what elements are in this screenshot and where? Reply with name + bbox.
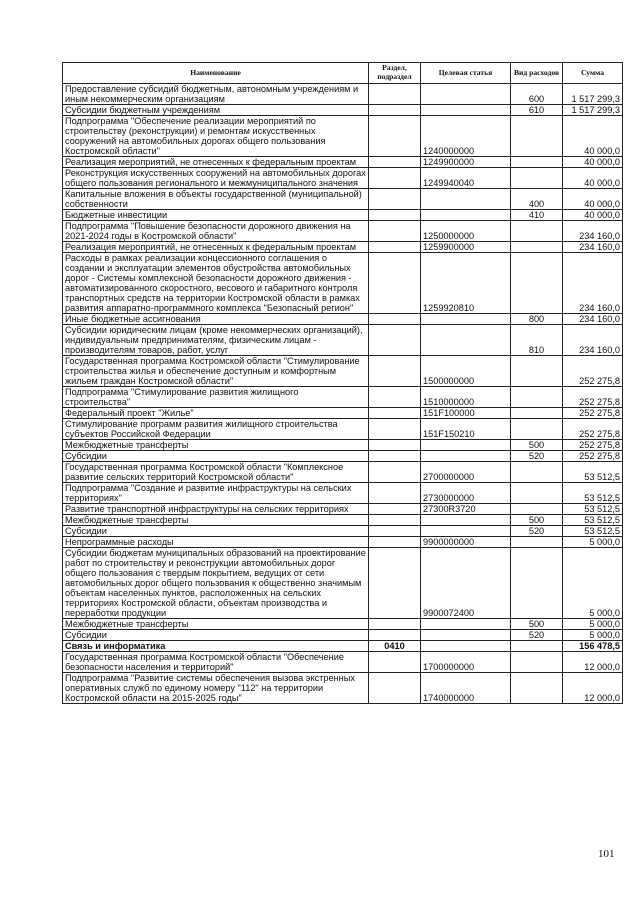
cell-name: Иные бюджетные ассигнования	[63, 314, 369, 325]
cell-section	[369, 419, 421, 440]
table-row	[63, 515, 623, 526]
cell-type	[511, 221, 563, 242]
cell-name: Расходы в рамках реализации концессионного соглашения о создании и эксплуатации элементов обустройства автомобильных дорог - Системы комплексной безопасности дорожного движения - автоматизированного скоростного, весового и габаритного контроля транспортных средств на территории Костромской области в рамках развития аппаратно-программного комплекса "Безопасный регион"	[63, 253, 369, 314]
cell-name: Реконструкция искусственных сооружений на автомобильных дорогах общего пользования регионального и межмуниципального значения	[63, 168, 369, 189]
table-row	[63, 253, 623, 314]
table-row	[63, 462, 623, 483]
header-code: Целевая статья	[421, 63, 511, 84]
table-row	[63, 419, 623, 440]
cell-sum: 252 275,8	[563, 387, 623, 408]
table-row	[63, 356, 623, 387]
cell-type: 610	[511, 105, 563, 116]
cell-section	[369, 84, 421, 105]
cell-sum: 53 512,5	[563, 483, 623, 504]
cell-type: 500	[511, 619, 563, 630]
cell-section	[369, 253, 421, 314]
cell-sum: 12 000,0	[563, 673, 623, 704]
cell-name: Субсидии бюджетным учреждениям	[63, 105, 369, 116]
cell-type: 410	[511, 210, 563, 221]
table-row	[63, 221, 623, 242]
cell-code: 151F100000	[421, 408, 511, 419]
cell-section	[369, 210, 421, 221]
table-row	[63, 408, 623, 419]
cell-type	[511, 652, 563, 673]
cell-section	[369, 314, 421, 325]
table-row	[63, 641, 623, 652]
table-row	[63, 440, 623, 451]
cell-section	[369, 408, 421, 419]
cell-type	[511, 408, 563, 419]
cell-name: Межбюджетные трансферты	[63, 515, 369, 526]
cell-sum: 40 000,0	[563, 168, 623, 189]
cell-sum: 53 512,5	[563, 504, 623, 515]
cell-section	[369, 168, 421, 189]
cell-type: 800	[511, 314, 563, 325]
cell-code: 1250000000	[421, 221, 511, 242]
cell-section	[369, 440, 421, 451]
table-row	[63, 242, 623, 253]
cell-type	[511, 548, 563, 619]
cell-sum: 1 517 299,3	[563, 105, 623, 116]
cell-code	[421, 189, 511, 210]
cell-type	[511, 419, 563, 440]
table-row	[63, 314, 623, 325]
cell-section: 0410	[369, 641, 421, 652]
table-row	[63, 210, 623, 221]
cell-sum: 40 000,0	[563, 157, 623, 168]
cell-sum: 234 160,0	[563, 325, 623, 356]
cell-section	[369, 242, 421, 253]
table-row	[63, 325, 623, 356]
cell-name: Межбюджетные трансферты	[63, 619, 369, 630]
cell-section	[369, 548, 421, 619]
cell-code: 1249940040	[421, 168, 511, 189]
table-row	[63, 526, 623, 537]
cell-type	[511, 242, 563, 253]
cell-name: Субсидии бюджетам муниципальных образований на проектирование работ по строительству и реконструкции автомобильных дорог общего пользования с твердым покрытием, ведущих от сети автомобильных дорог общего пользования к общественно значимым объектам населенных пунктов, расположенных на сельских территориях Костромской области, объектам производства и переработки продукции	[63, 548, 369, 619]
cell-code: 2730000000	[421, 483, 511, 504]
cell-section	[369, 504, 421, 515]
cell-code: 151F150210	[421, 419, 511, 440]
table-row	[63, 116, 623, 157]
cell-name: Государственная программа Костромской области "Стимулирование строительства жилья и обеспечение доступным и комфортным жильем граждан Костромской области"	[63, 356, 369, 387]
cell-name: Государственная программа Костромской области "Комплексное развитие сельских территорий Костромской области"	[63, 462, 369, 483]
cell-type	[511, 673, 563, 704]
cell-name: Бюджетные инвестиции	[63, 210, 369, 221]
cell-name: Межбюджетные трансферты	[63, 440, 369, 451]
cell-section	[369, 157, 421, 168]
cell-sum: 53 512,5	[563, 515, 623, 526]
cell-section	[369, 619, 421, 630]
cell-type: 600	[511, 84, 563, 105]
header-name: Наименование	[63, 63, 369, 84]
cell-section	[369, 116, 421, 157]
table-row	[63, 652, 623, 673]
cell-type	[511, 641, 563, 652]
table-row	[63, 451, 623, 462]
header-section: Раздел, подраздел	[369, 63, 421, 84]
cell-section	[369, 462, 421, 483]
cell-code	[421, 619, 511, 630]
cell-sum: 252 275,8	[563, 440, 623, 451]
cell-name: Субсидии	[63, 630, 369, 641]
cell-section	[369, 325, 421, 356]
cell-sum: 40 000,0	[563, 116, 623, 157]
cell-sum: 5 000,0	[563, 537, 623, 548]
cell-name: Подпрограмма "Развитие системы обеспечения вызова экстренных оперативных служб по единому номеру "112" на территории Костромской области на 2015-2025 годы"	[63, 673, 369, 704]
table-row	[63, 504, 623, 515]
cell-sum: 234 160,0	[563, 314, 623, 325]
cell-type: 520	[511, 451, 563, 462]
cell-name: Предоставление субсидий бюджетным, автономным учреждениям и иным некоммерческим организациям	[63, 84, 369, 105]
cell-code: 1740000000	[421, 673, 511, 704]
cell-name: Реализация мероприятий, не отнесенных к федеральным проектам	[63, 157, 369, 168]
table-row	[63, 619, 623, 630]
cell-section	[369, 451, 421, 462]
cell-sum: 234 160,0	[563, 253, 623, 314]
cell-name: Субсидии	[63, 526, 369, 537]
table-body	[63, 84, 623, 704]
cell-type: 400	[511, 189, 563, 210]
cell-section	[369, 537, 421, 548]
cell-code: 27300R3720	[421, 504, 511, 515]
table-row	[63, 168, 623, 189]
cell-code	[421, 641, 511, 652]
cell-section	[369, 105, 421, 116]
cell-name: Подпрограмма "Повышение безопасности дорожного движения на 2021-2024 годы в Костромской области"	[63, 221, 369, 242]
cell-code: 9900072400	[421, 548, 511, 619]
cell-type	[511, 253, 563, 314]
cell-name: Федеральный проект "Жилье"	[63, 408, 369, 419]
cell-type: 520	[511, 526, 563, 537]
cell-code: 1500000000	[421, 356, 511, 387]
cell-type	[511, 116, 563, 157]
cell-section	[369, 356, 421, 387]
cell-sum: 1 517 299,3	[563, 84, 623, 105]
cell-sum: 156 478,5	[563, 641, 623, 652]
header-sum: Сумма	[563, 63, 623, 84]
cell-code	[421, 440, 511, 451]
cell-section	[369, 387, 421, 408]
cell-name: Реализация мероприятий, не отнесенных к федеральным проектам	[63, 242, 369, 253]
cell-section	[369, 673, 421, 704]
cell-name: Капитальные вложения в объекты государственной (муниципальной) собственности	[63, 189, 369, 210]
cell-section	[369, 221, 421, 242]
table-row	[63, 387, 623, 408]
table-row	[63, 105, 623, 116]
table-row	[63, 84, 623, 105]
header-type: Вид расходов	[511, 63, 563, 84]
cell-type: 520	[511, 630, 563, 641]
cell-type: 500	[511, 515, 563, 526]
budget-table	[62, 62, 623, 704]
cell-code	[421, 84, 511, 105]
cell-sum: 234 160,0	[563, 242, 623, 253]
cell-code	[421, 210, 511, 221]
table-row	[63, 630, 623, 641]
cell-type	[511, 168, 563, 189]
cell-section	[369, 652, 421, 673]
table-row	[63, 673, 623, 704]
cell-name: Субсидии юридическим лицам (кроме некоммерческих организаций), индивидуальным предпринимателям, физическим лицам - производителям товаров, работ, услуг	[63, 325, 369, 356]
cell-name: Подпрограмма "Создание и развитие инфраструктуры на сельских территориях"	[63, 483, 369, 504]
cell-sum: 12 000,0	[563, 652, 623, 673]
cell-name: Связь и информатика	[63, 641, 369, 652]
cell-name: Субсидии	[63, 451, 369, 462]
cell-name: Непрограммные расходы	[63, 537, 369, 548]
cell-name: Подпрограмма "Обеспечение реализации мероприятий по строительству (реконструкции) и ремонтам искусственных сооружений на автомобильных дорогах общего пользования Костромской области"	[63, 116, 369, 157]
cell-code: 1259900000	[421, 242, 511, 253]
cell-code: 9900000000	[421, 537, 511, 548]
cell-sum: 40 000,0	[563, 189, 623, 210]
cell-name: Подпрограмма "Стимулирование развития жилищного строительства"	[63, 387, 369, 408]
cell-code: 1510000000	[421, 387, 511, 408]
cell-type	[511, 387, 563, 408]
cell-sum: 252 275,8	[563, 451, 623, 462]
cell-sum: 40 000,0	[563, 210, 623, 221]
cell-section	[369, 189, 421, 210]
table-row	[63, 537, 623, 548]
cell-code	[421, 105, 511, 116]
cell-code	[421, 314, 511, 325]
cell-sum: 234 160,0	[563, 221, 623, 242]
cell-type	[511, 356, 563, 387]
cell-type: 810	[511, 325, 563, 356]
cell-code: 1259920810	[421, 253, 511, 314]
cell-type	[511, 537, 563, 548]
cell-sum: 5 000,0	[563, 619, 623, 630]
cell-section	[369, 526, 421, 537]
cell-section	[369, 515, 421, 526]
cell-type	[511, 504, 563, 515]
cell-code	[421, 515, 511, 526]
table-row	[63, 189, 623, 210]
cell-code	[421, 630, 511, 641]
cell-code	[421, 325, 511, 356]
cell-code: 1700000000	[421, 652, 511, 673]
cell-type	[511, 462, 563, 483]
cell-name: Развитие транспортной инфраструктуры на сельских территориях	[63, 504, 369, 515]
cell-section	[369, 630, 421, 641]
table-header-row	[63, 63, 623, 84]
cell-sum: 252 275,8	[563, 408, 623, 419]
cell-code: 1249900000	[421, 157, 511, 168]
page-number: 101	[598, 848, 615, 860]
cell-sum: 252 275,8	[563, 356, 623, 387]
cell-type	[511, 157, 563, 168]
cell-section	[369, 483, 421, 504]
cell-type	[511, 483, 563, 504]
cell-code	[421, 526, 511, 537]
cell-code: 2700000000	[421, 462, 511, 483]
cell-sum: 5 000,0	[563, 548, 623, 619]
table-row	[63, 157, 623, 168]
cell-name: Стимулирование программ развития жилищного строительства субъектов Российской Федерации	[63, 419, 369, 440]
cell-sum: 53 512,5	[563, 462, 623, 483]
cell-sum: 5 000,0	[563, 630, 623, 641]
cell-sum: 252 275,8	[563, 419, 623, 440]
cell-code: 1240000000	[421, 116, 511, 157]
cell-type: 500	[511, 440, 563, 451]
table-row	[63, 548, 623, 619]
table-row	[63, 483, 623, 504]
cell-code	[421, 451, 511, 462]
cell-name: Государственная программа Костромской области "Обеспечение безопасности населения и территорий"	[63, 652, 369, 673]
cell-sum: 53 512,5	[563, 526, 623, 537]
